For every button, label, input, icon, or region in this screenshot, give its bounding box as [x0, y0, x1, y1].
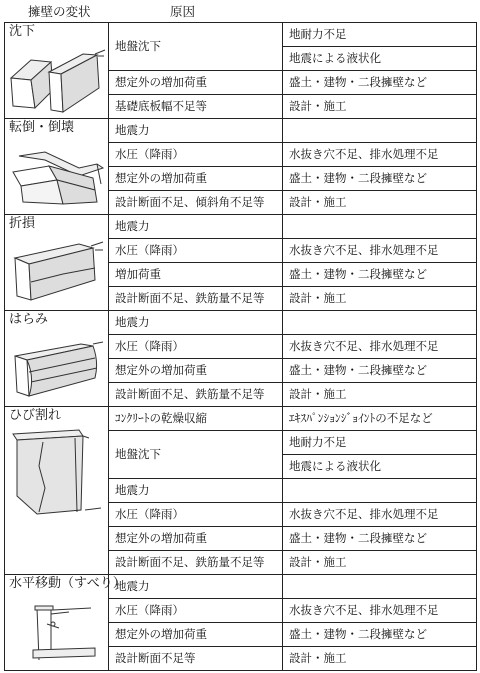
- detail-cell: 設計・施工: [283, 383, 477, 407]
- retaining-wall-bulging-illustration: [9, 330, 107, 402]
- detail-cell: 地耐力不足: [283, 431, 477, 455]
- detail-cell: [283, 311, 477, 335]
- cause-cell: 想定外の増加荷重: [109, 167, 283, 191]
- detail-cell: 水抜き穴不足、排水処理不足: [283, 143, 477, 167]
- cause-cell: 地盤沈下: [109, 431, 283, 479]
- detail-cell: [283, 575, 477, 599]
- detail-cell: 設計・施工: [283, 95, 477, 119]
- table-row: [5, 407, 477, 431]
- table-row: [5, 23, 477, 47]
- detail-cell: [283, 215, 477, 239]
- cause-cell: 地震力: [109, 215, 283, 239]
- deformation-title: はらみ: [9, 312, 49, 327]
- cause-cell: 設計断面不足、鉄筋量不足等: [109, 383, 283, 407]
- deformation-cell: [5, 407, 109, 575]
- detail-cell: 盛土・建物・二段擁壁など: [283, 527, 477, 551]
- cause-cell: 地震力: [109, 119, 283, 143]
- cause-cell: 水圧（降雨）: [109, 143, 283, 167]
- column-header-deformation: 擁壁の変状: [28, 4, 91, 19]
- detail-cell: ｴｷｽﾊﾟﾝｼｮﾝｼﾞｮｲﾝﾄの不足など: [283, 407, 477, 431]
- cause-cell: ｺﾝｸﾘｰﾄの乾燥収縮: [109, 407, 283, 431]
- detail-cell: 盛土・建物・二段擁壁など: [283, 167, 477, 191]
- deformation-title: 沈下: [9, 24, 36, 39]
- deformation-cell: [5, 215, 109, 311]
- detail-cell: 盛土・建物・二段擁壁など: [283, 263, 477, 287]
- detail-cell: [283, 119, 477, 143]
- cause-cell: 水圧（降雨）: [109, 503, 283, 527]
- detail-cell: 盛土・建物・二段擁壁など: [283, 71, 477, 95]
- cause-cell: 地震力: [109, 479, 283, 503]
- retaining-wall-cracking-illustration: [9, 426, 107, 518]
- cause-cell: 水圧（降雨）: [109, 239, 283, 263]
- deformation-title: ひび割れ: [9, 408, 62, 423]
- detail-cell: 設計・施工: [283, 287, 477, 311]
- detail-cell: [283, 479, 477, 503]
- cause-cell: 地震力: [109, 311, 283, 335]
- cause-cell: 設計断面不足、傾斜角不足等: [109, 191, 283, 215]
- deformation-title: 折損: [9, 216, 36, 231]
- deformation-cell: [5, 311, 109, 407]
- detail-cell: 設計・施工: [283, 551, 477, 575]
- retaining-wall-settlement-illustration: [9, 42, 107, 114]
- detail-cell: 地震による液状化: [283, 455, 477, 479]
- detail-cell: 盛土・建物・二段擁壁など: [283, 359, 477, 383]
- deformation-cell: [5, 119, 109, 215]
- cause-cell: 想定外の増加荷重: [109, 623, 283, 647]
- cause-cell: 想定外の増加荷重: [109, 359, 283, 383]
- detail-cell: 設計・施工: [283, 647, 477, 671]
- detail-cell: 水抜き穴不足、排水処理不足: [283, 335, 477, 359]
- deformation-cell: [5, 23, 109, 119]
- table-row: [5, 215, 477, 239]
- table-row: [5, 575, 477, 599]
- cause-cell: 水圧（降雨）: [109, 335, 283, 359]
- detail-cell: 水抜き穴不足、排水処理不足: [283, 503, 477, 527]
- deformation-title: 水平移動（すべり）: [9, 576, 126, 591]
- deformation-title: 転倒・倒壊: [9, 120, 75, 135]
- cause-cell: 増加荷重: [109, 263, 283, 287]
- detail-cell: 盛土・建物・二段擁壁など: [283, 623, 477, 647]
- retaining-wall-overturning-illustration: [9, 138, 107, 210]
- cause-cell: 設計断面不足、鉄筋量不足等: [109, 551, 283, 575]
- cause-cell: 設計断面不足、鉄筋量不足等: [109, 287, 283, 311]
- retaining-wall-sliding-illustration: [9, 594, 107, 664]
- cause-cell: 地震力: [109, 575, 283, 599]
- cause-cell: 基礎底板幅不足等: [109, 95, 283, 119]
- cause-cell: 想定外の増加荷重: [109, 71, 283, 95]
- table-row: [5, 311, 477, 335]
- detail-cell: 地震による液状化: [283, 47, 477, 71]
- column-header-cause: 原因: [170, 4, 196, 19]
- detail-cell: 設計・施工: [283, 191, 477, 215]
- deformation-cause-table: [4, 22, 477, 671]
- detail-cell: 地耐力不足: [283, 23, 477, 47]
- retaining-wall-breakage-illustration: [9, 234, 107, 306]
- cause-cell: 設計断面不足等: [109, 647, 283, 671]
- cause-cell: 想定外の増加荷重: [109, 527, 283, 551]
- deformation-cell: [5, 575, 126, 671]
- detail-cell: 水抜き穴不足、排水処理不足: [283, 239, 477, 263]
- detail-cell: 水抜き穴不足、排水処理不足: [283, 599, 477, 623]
- cause-cell: 水圧（降雨）: [109, 599, 283, 623]
- table-row: [5, 119, 477, 143]
- cause-cell: 地盤沈下: [109, 23, 283, 71]
